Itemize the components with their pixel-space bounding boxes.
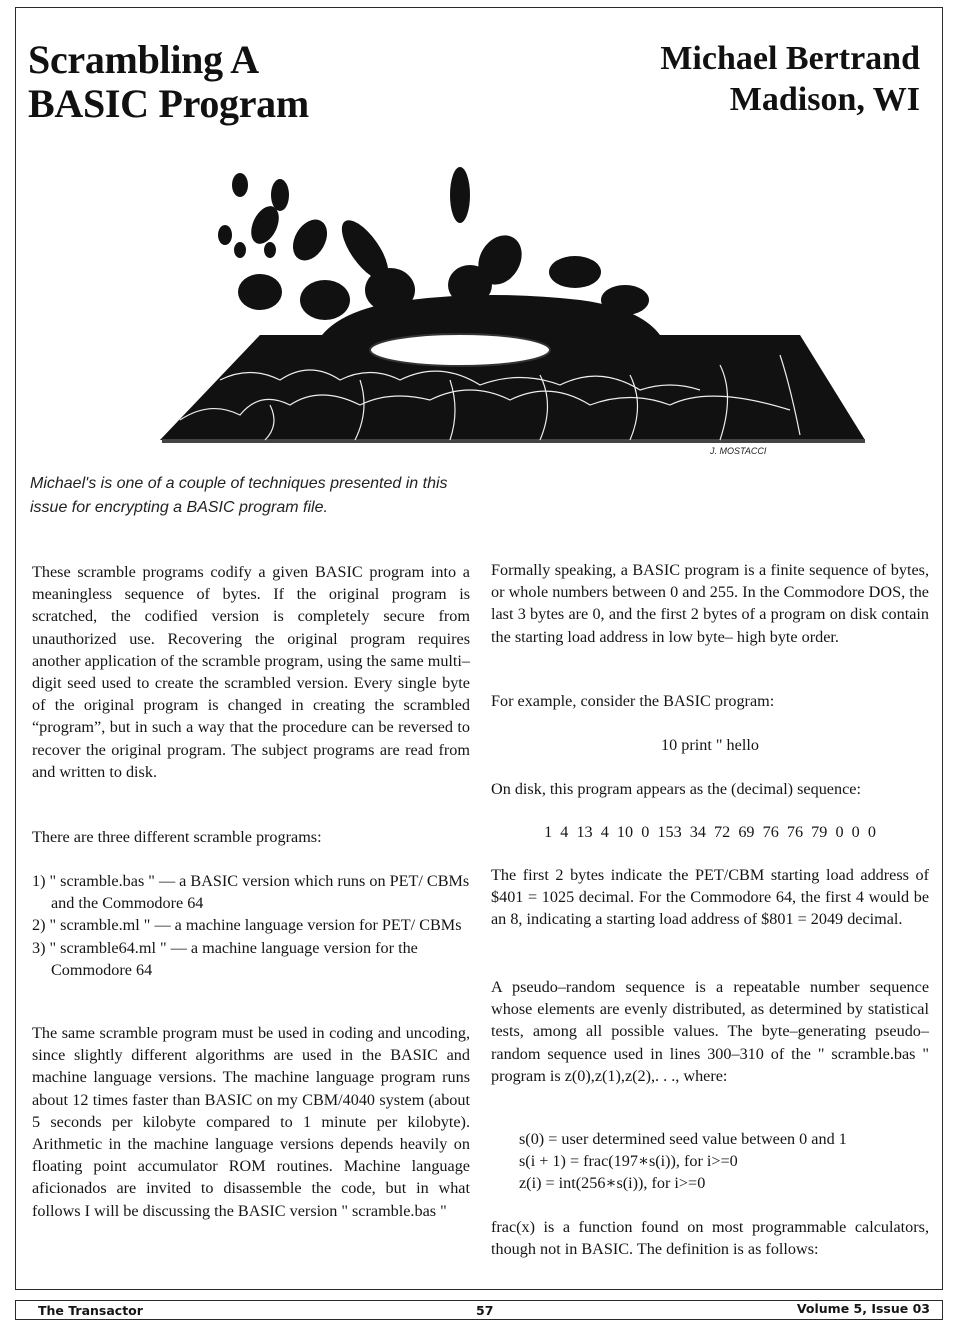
formula: z(i) = int(256∗s(i)), for i>=0: [519, 1174, 706, 1193]
paragraph: A pseudo–random sequence is a repeatable number sequence whose elements are evenly distributed, as determined by statistical tests, among all possible values. The byte–generating pseudo–random sequence used in lines 300–310 of the " scramble.bas " program is z(0),z(1),z(2),. . ., where:: [491, 978, 929, 1085]
right-column-frac: [491, 1216, 929, 1260]
left-column-closing: [32, 1022, 470, 1222]
byte-sequence-block: [491, 821, 929, 843]
list-item: 3) " scramble64.ml " — a machine language version for the Commodore 64: [32, 938, 418, 979]
byte-sequence: 1 4 13 4 10 0 153 34 72 69 76 76 79 0 0 0: [544, 823, 876, 841]
paragraph: These scramble programs codify a given BASIC program into a meaningless sequence of bytes. If the original program is scratched, the codified version is completely secure from unauthorized use. Recovering the original program requires another application of the scramble program, using the same multi–digit seed used to create the scrambled version. Every single byte of the original program is changed in creating the scrambled “program”, but in such a way that the procedure can be reversed to recover the original program. The subject programs are read from and written to disk.: [32, 563, 470, 781]
article-title: [28, 38, 309, 126]
article-caption: [30, 472, 480, 520]
issue-label: Volume 5, Issue 03: [796, 1301, 930, 1316]
caption-line-2: issue for encrypting a BASIC program file.: [30, 499, 328, 516]
list-item: 2) " scramble.ml " — a machine language version for PET/ CBMs: [32, 916, 462, 935]
page-number: 57: [476, 1303, 494, 1318]
formula: s(0) = user determined seed value between 0 and 1: [519, 1130, 847, 1148]
right-column: [491, 559, 929, 648]
illustration-credit: J. MOSTACCI: [710, 446, 767, 456]
paragraph: For example, consider the BASIC program:: [491, 692, 775, 710]
publication-name: The Transactor: [38, 1303, 143, 1318]
paragraph: There are three different scramble programs:: [32, 828, 322, 846]
right-column-example-intro: [491, 690, 929, 712]
flying-pieces: [218, 167, 649, 320]
list-item: 1) " scramble.bas " — a BASIC version which runs on PET/ CBMs and the Commodore 64: [32, 872, 470, 913]
scramble-programs-list: [32, 870, 470, 981]
caption-line-1: Michael's is one of a couple of techniques presented in this: [30, 475, 448, 492]
page-footer: [15, 1300, 943, 1320]
right-column-sequence-intro: [491, 778, 929, 800]
paragraph: frac(x) is a function found on most programmable calculators, though not in BASIC. The definition is as follows:: [491, 1218, 929, 1259]
paragraph: On disk, this program appears as the (decimal) sequence:: [491, 780, 861, 798]
author-location: Madison, WI: [729, 81, 920, 118]
left-column: [32, 561, 470, 783]
formula-block: [491, 1128, 929, 1195]
title-line-1: Scrambling A: [28, 37, 259, 82]
code-example-block: [491, 734, 929, 756]
puzzle-pieces-illustration: [160, 150, 880, 460]
title-line-2: BASIC Program: [28, 81, 309, 126]
puzzle-board-edge: [162, 439, 865, 443]
paragraph: Formally speaking, a BASIC program is a finite sequence of bytes, or whole numbers between 0 and 255. In the Commodore DOS, the last 3 bytes are 0, and the first 2 bytes of a program on disk contain the starting load address in low byte– high byte order.: [491, 561, 929, 646]
hole: [370, 334, 550, 366]
right-column-load-address: [491, 864, 929, 931]
left-column-list-intro: [32, 826, 470, 848]
author-block: [660, 38, 920, 120]
formula: s(i + 1) = frac(197∗s(i)), for i>=0: [519, 1152, 738, 1171]
author-name: Michael Bertrand: [660, 40, 920, 77]
paragraph: The same scramble program must be used in coding and uncoding, since slightly different algorithms are used in the BASIC and machine language versions. The machine language program runs about 12 times faster than BASIC on my CBM/4040 system (about 5 seconds per kilobyte compared to 1 minute per kilobyte). Arithmetic in the machine language versions depends heavily on floating point accumulator ROM routines. Machine language aficionados are invited to disassemble the code, but in what follows I will be discussing the BASIC version " scramble.bas ": [32, 1024, 470, 1220]
code-example: 10 print " hello: [661, 736, 759, 754]
paragraph: The first 2 bytes indicate the PET/CBM starting load address of $401 = 1025 decimal. For the Commodore 64, the first 4 would be an 8, indicating a starting load address of $801 = 2049 decimal.: [491, 866, 929, 929]
right-column-pseudo-random: [491, 976, 929, 1087]
